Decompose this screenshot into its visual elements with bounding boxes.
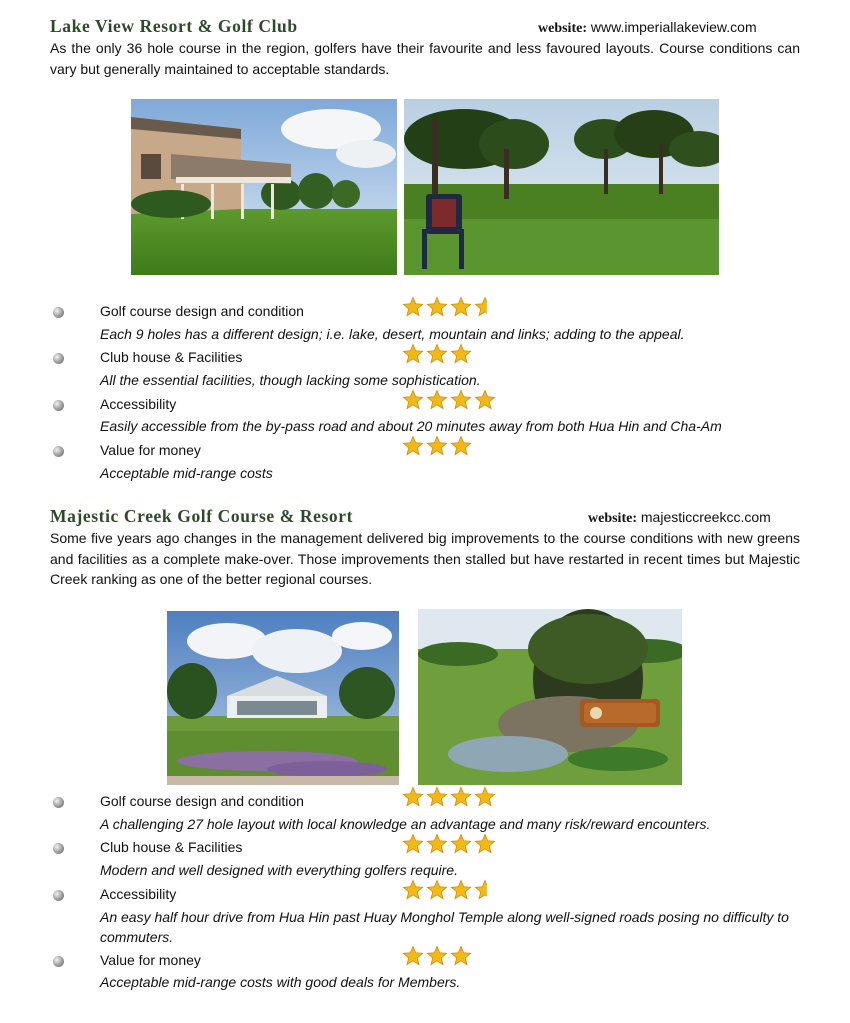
criterion-description: Acceptable mid-range costs	[100, 465, 273, 481]
bullet	[53, 797, 64, 808]
criterion-label: Value for money	[100, 442, 201, 458]
star-icon	[474, 833, 496, 855]
website-label: website:	[588, 511, 637, 526]
section-2-website	[588, 509, 771, 527]
star-icon	[474, 786, 496, 808]
star-icon	[450, 945, 472, 967]
star-icon	[402, 879, 424, 901]
bullet	[53, 400, 64, 411]
criterion-description: Modern and well designed with everything golfers require.	[100, 862, 458, 878]
criterion-label: Golf course design and condition	[100, 303, 304, 319]
star-rating	[402, 296, 496, 318]
star-icon	[450, 833, 472, 855]
section-2-intro: Some five years ago changes in the management delivered big improvements to the course conditions with new greens and facilities as a complete make-over. Those improvements then stalled but have restarted in recent times but Majestic Creek ranking as one of the better regional courses.	[50, 530, 800, 587]
star-icon	[426, 389, 448, 411]
star-icon	[450, 296, 472, 318]
criterion-description: An easy half hour drive from Hua Hin past Huay Monghol Temple along well-signed roads posing no difficulty to commuters.	[100, 909, 789, 945]
criterion-description: Easily accessible from the by-pass road and about 20 minutes away from both Hua Hin and Cha-Am	[100, 418, 722, 434]
modern-clubhouse-photo	[167, 611, 399, 785]
star-rating	[402, 389, 496, 411]
section-1-intro: As the only 36 hole course in the region, golfers have their favourite and less favoured layouts. Course conditions can vary but generally maintained to acceptable standards.	[50, 40, 800, 77]
section-2-title: Majestic Creek Golf Course & Resort	[50, 506, 354, 526]
star-icon	[426, 833, 448, 855]
star-rating	[402, 879, 496, 901]
star-icon	[426, 879, 448, 901]
star-icon	[402, 833, 424, 855]
half-star-icon	[474, 296, 496, 318]
criterion-label: Accessibility	[100, 396, 177, 412]
star-icon	[402, 296, 424, 318]
criterion-description: Acceptable mid-range costs with good deals for Members.	[100, 974, 461, 990]
star-icon	[426, 435, 448, 457]
bullet	[53, 843, 64, 854]
star-icon	[402, 945, 424, 967]
criterion-label: Value for money	[100, 952, 201, 968]
criterion-label: Club house & Facilities	[100, 839, 243, 855]
star-icon	[426, 296, 448, 318]
star-icon	[450, 343, 472, 365]
criterion-description: All the essential facilities, though lacking some sophistication.	[100, 372, 481, 388]
criterion-description: Each 9 holes has a different design; i.e. lake, desert, mountain and links; adding to the appeal.	[100, 326, 685, 342]
star-icon	[450, 786, 472, 808]
star-icon	[426, 945, 448, 967]
bullet	[53, 446, 64, 457]
star-icon	[402, 389, 424, 411]
criterion-description: A challenging 27 hole layout with local knowledge an advantage and many risk/reward encounters.	[100, 816, 711, 832]
star-icon	[474, 389, 496, 411]
criterion-label: Golf course design and condition	[100, 793, 304, 809]
star-icon	[450, 389, 472, 411]
star-icon	[426, 343, 448, 365]
criterion-label: Club house & Facilities	[100, 349, 243, 365]
website-link[interactable]: majesticcreekcc.com	[640, 509, 771, 525]
star-icon	[402, 786, 424, 808]
star-rating	[402, 343, 472, 365]
star-icon	[402, 343, 424, 365]
bullet	[53, 307, 64, 318]
star-rating	[402, 786, 496, 808]
section-1-website	[538, 19, 757, 37]
star-rating	[402, 833, 496, 855]
website-label: website:	[538, 21, 587, 36]
star-rating	[402, 945, 472, 967]
criterion-label: Accessibility	[100, 886, 177, 902]
star-icon	[402, 435, 424, 457]
half-star-icon	[474, 879, 496, 901]
star-icon	[426, 786, 448, 808]
pond-sign-photo	[418, 609, 682, 785]
section-1-title: Lake View Resort & Golf Club	[50, 16, 298, 36]
star-icon	[450, 435, 472, 457]
bullet	[53, 890, 64, 901]
clubhouse-photo	[131, 99, 397, 275]
star-icon	[450, 879, 472, 901]
website-link[interactable]: www.imperiallakeview.com	[590, 19, 757, 35]
fairway-photo	[404, 99, 719, 275]
star-rating	[402, 435, 472, 457]
bullet	[53, 353, 64, 364]
bullet	[53, 956, 64, 967]
